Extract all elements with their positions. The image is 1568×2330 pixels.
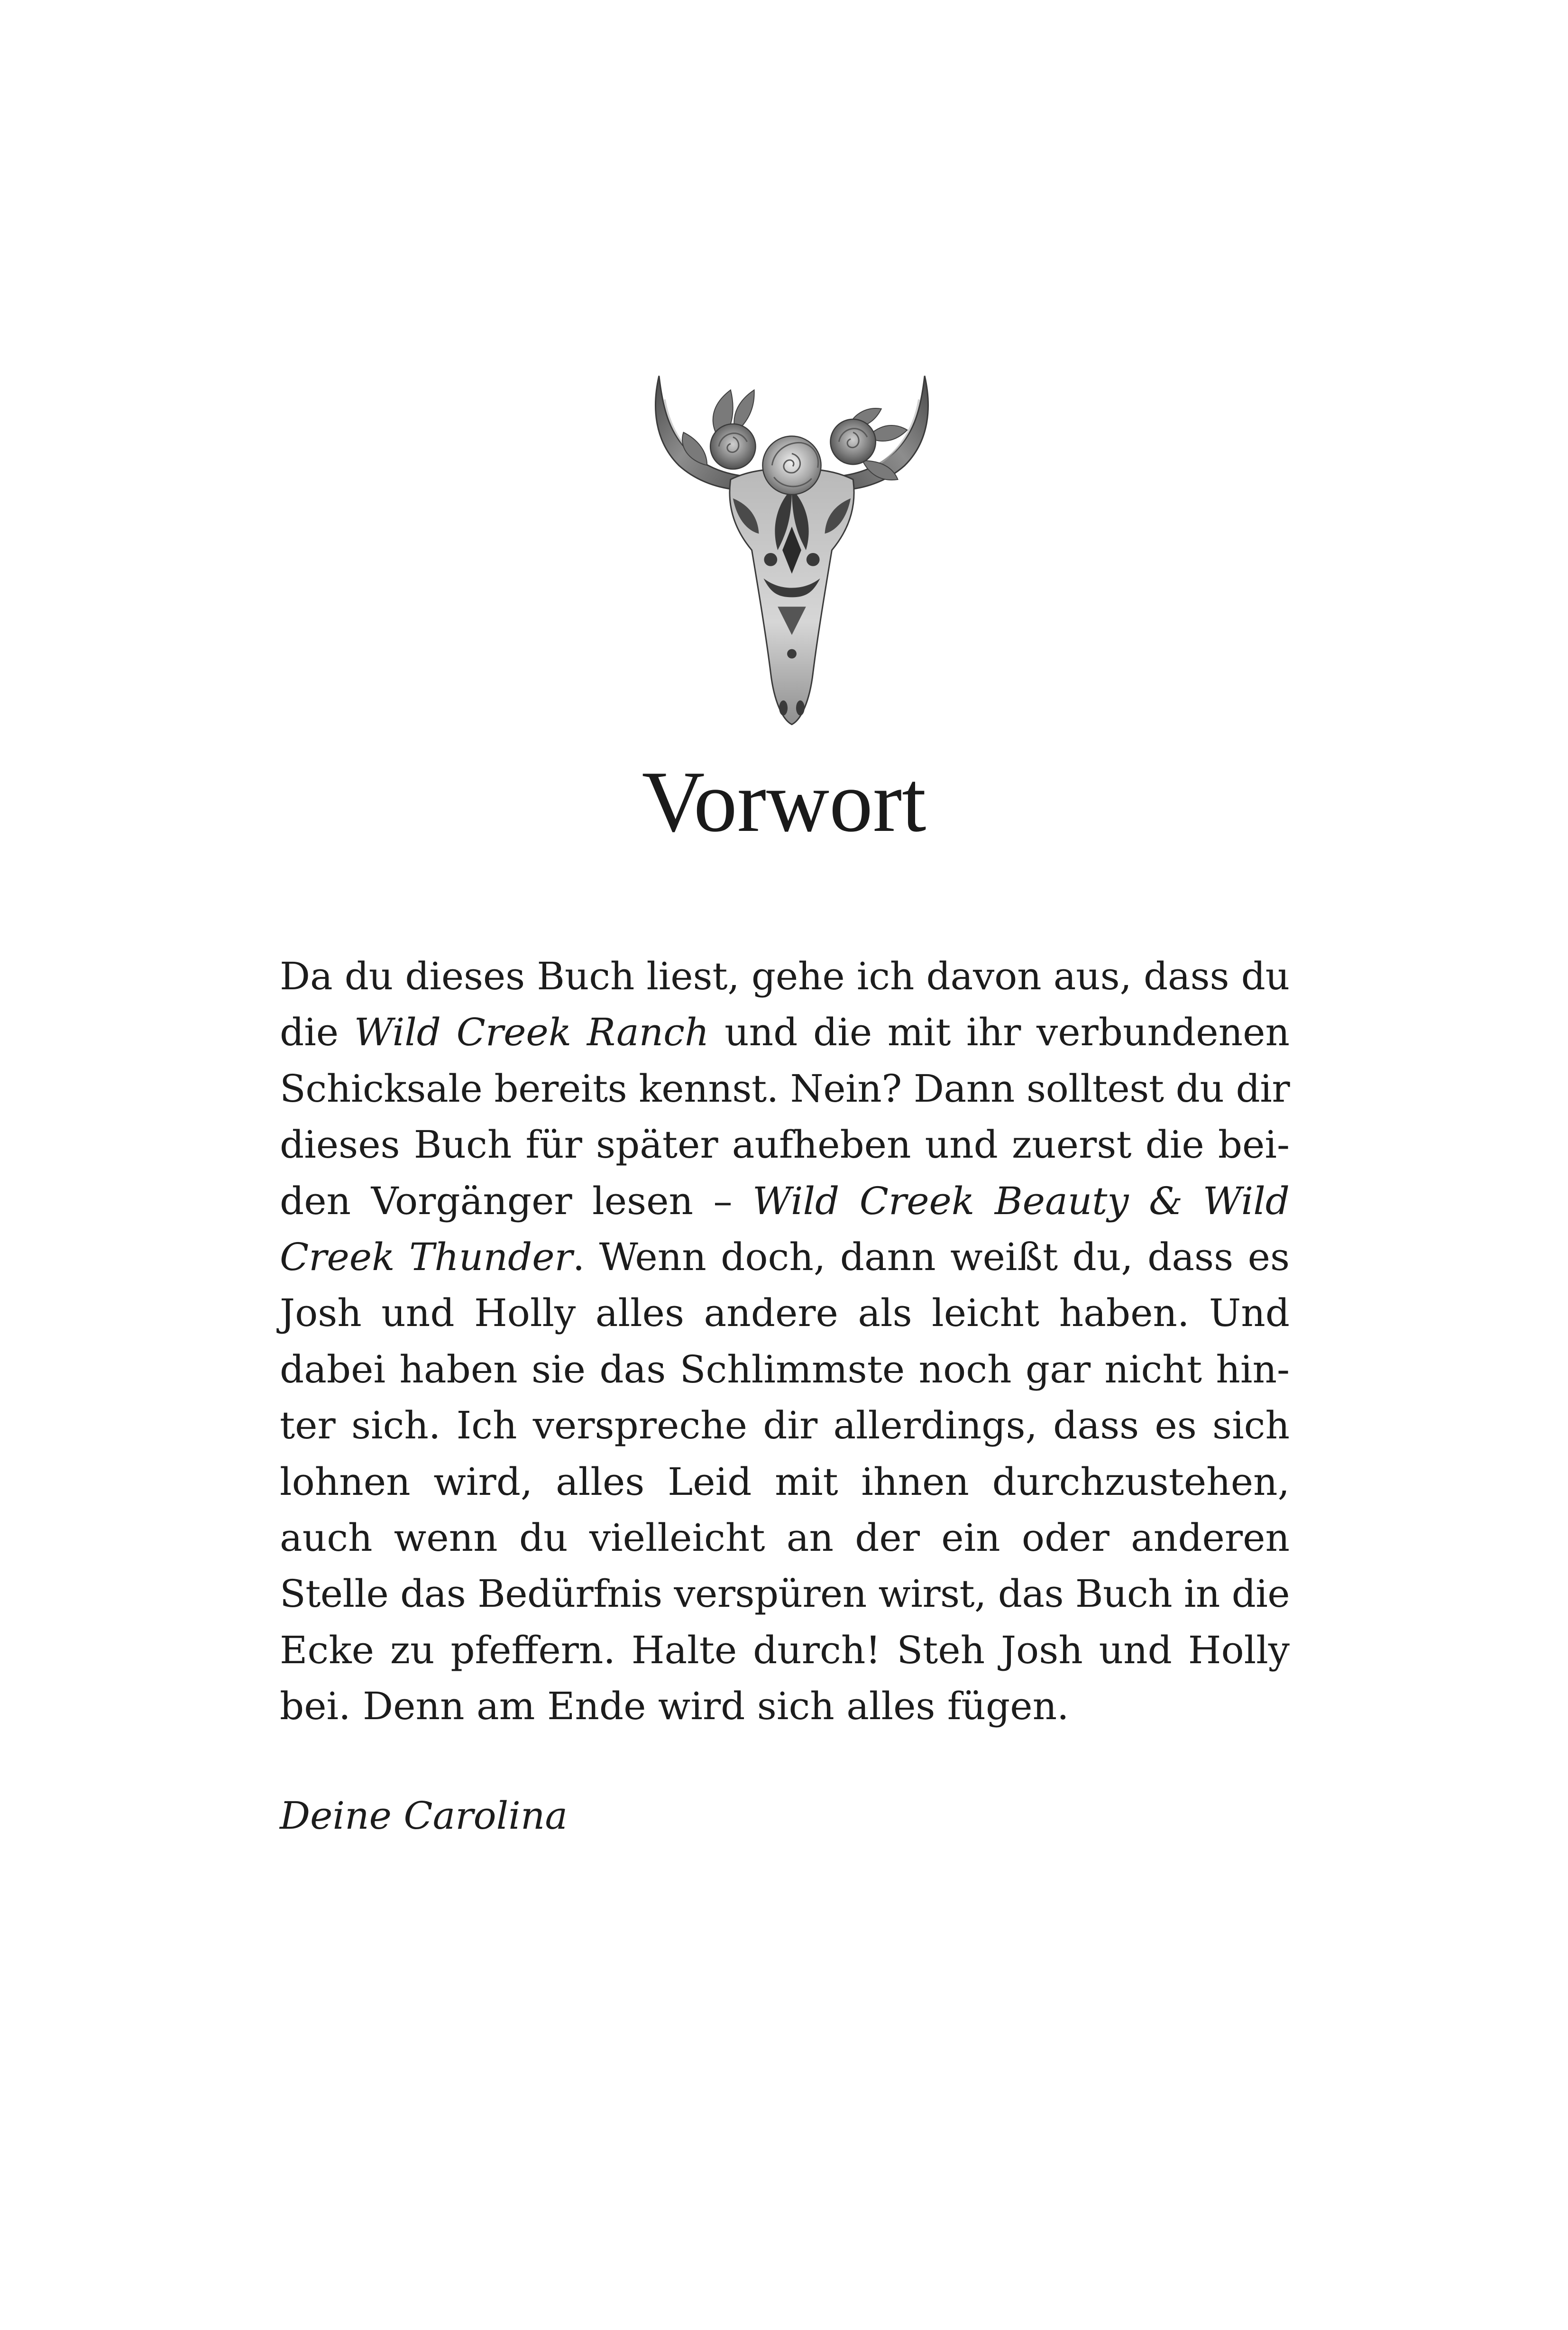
foreword-text <box>280 949 1290 1735</box>
text-segment: lohnen wird, alles Leid mit ihnen durchzustehen, <box>280 1459 1290 1504</box>
text-line <box>280 1398 1290 1454</box>
italic-title-text: Wild Creek Ranch <box>354 1010 709 1055</box>
page-title: Vorwort <box>642 753 926 850</box>
text-segment: bei. Denn am Ende wird sich alles fügen. <box>280 1684 1069 1729</box>
text-segment: Da du dieses Buch liest, gehe ich davon aus, dass du <box>280 954 1290 998</box>
italic-title-text: Creek Thunder <box>280 1235 573 1280</box>
text-line <box>280 1566 1290 1622</box>
text-segment: dabei haben sie das Schlimmste noch gar nicht hin- <box>280 1347 1290 1391</box>
signature: Deine Carolina <box>280 1794 568 1838</box>
text-line <box>280 1229 1290 1285</box>
text-segment: Schicksale bereits kennst. Nein? Dann solltest du dir <box>280 1066 1290 1111</box>
text-segment: Ecke zu pfeffern. Halte durch! Steh Josh und Holly <box>280 1628 1290 1672</box>
text-line <box>280 1285 1290 1341</box>
floral-bull-skull-icon <box>651 370 933 735</box>
text-line <box>280 1510 1290 1566</box>
text-segment: . Wenn doch, dann weißt du, dass es <box>572 1235 1290 1280</box>
text-segment: die <box>280 1010 354 1055</box>
text-line <box>280 1454 1290 1510</box>
text-segment: Josh und Holly alles andere als leicht haben. Und <box>280 1291 1290 1335</box>
italic-title-text: Wild Creek Beauty & Wild <box>752 1179 1290 1223</box>
text-line <box>280 1061 1290 1117</box>
text-line <box>280 949 1290 1004</box>
text-line <box>280 1117 1290 1173</box>
text-segment: Stelle das Bedürfnis verspüren wirst, das Buch in die <box>280 1572 1290 1616</box>
text-line <box>280 1342 1290 1398</box>
text-segment: und die mit ihr verbundenen <box>709 1010 1290 1055</box>
text-line <box>280 1173 1290 1229</box>
text-line <box>280 1004 1290 1060</box>
text-segment: dieses Buch für später aufheben und zuerst die bei- <box>280 1123 1290 1167</box>
text-segment: ter sich. Ich verspreche dir allerdings, dass es sich <box>280 1403 1290 1448</box>
text-segment: den Vorgänger lesen – <box>280 1179 753 1223</box>
text-segment: auch wenn du vielleicht an der ein oder anderen <box>280 1516 1290 1560</box>
text-line <box>280 1678 1290 1734</box>
text-line <box>280 1622 1290 1678</box>
